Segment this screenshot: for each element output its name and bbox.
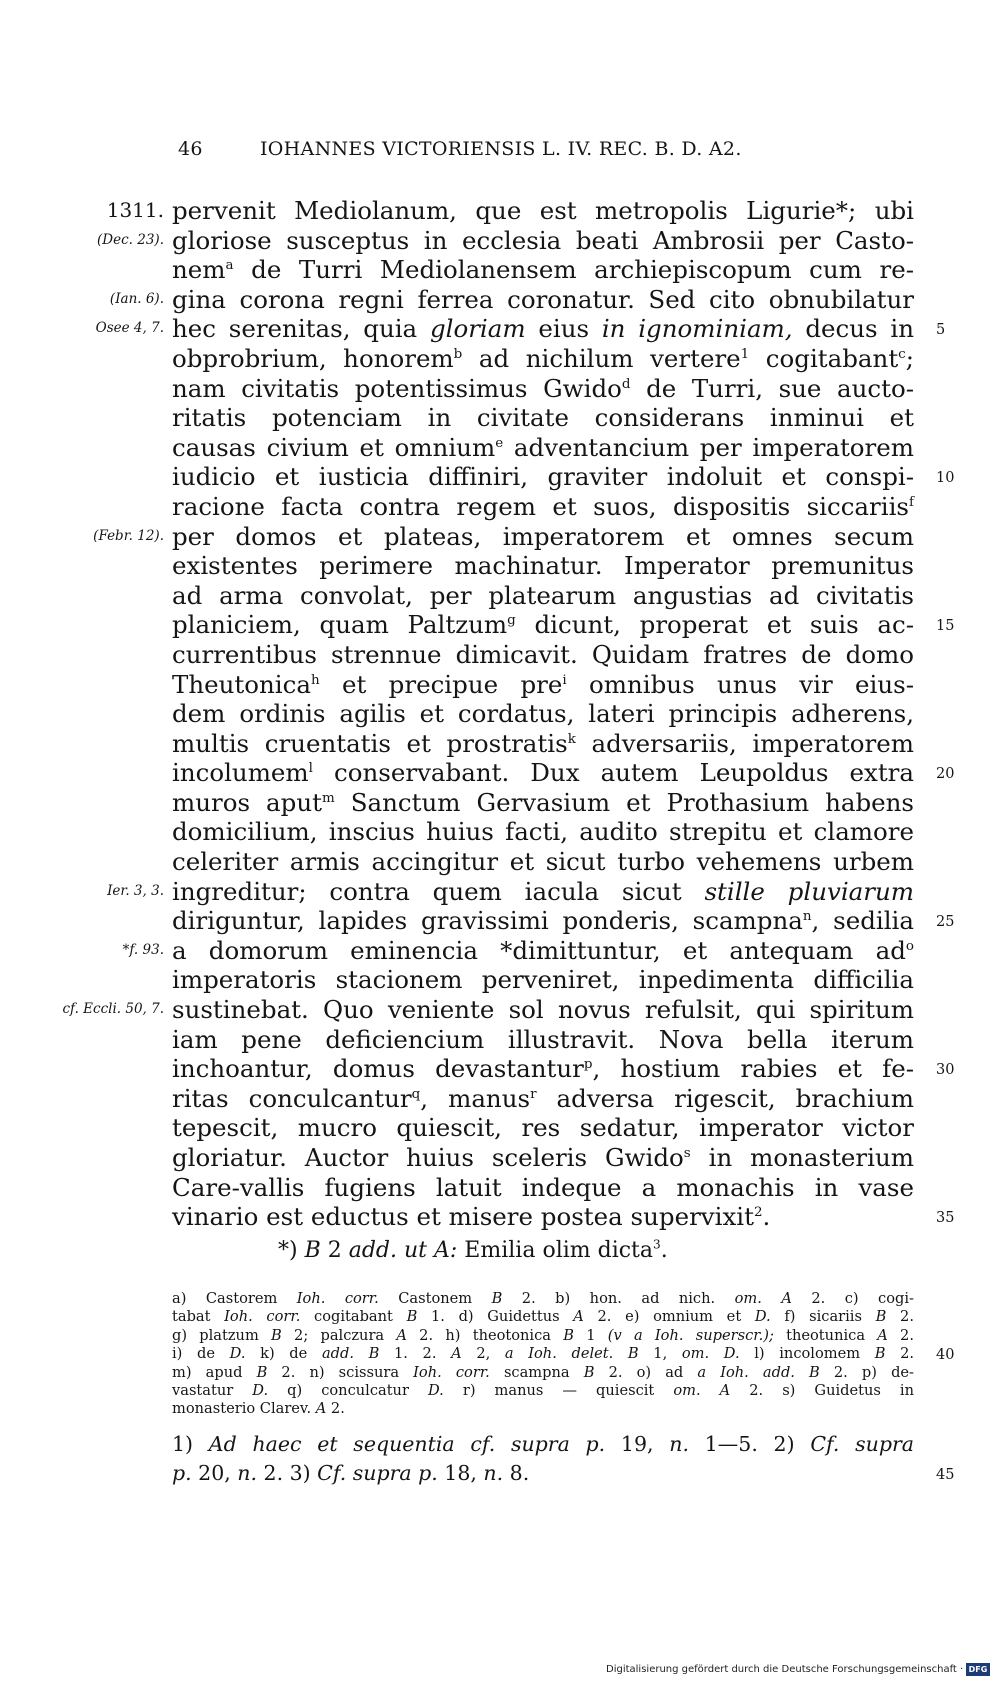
margin-note: (Febr. 12). (93, 527, 164, 544)
text-line-text: domicilium, inscius huius facti, audito strepitu et clamore (172, 817, 914, 847)
margin-note: (Ian. 6). (109, 290, 164, 307)
text-line (172, 551, 914, 581)
text-line-text: nam civitatis potentissimus Gwido$^d$ de Turri, sue aucto- (172, 373, 914, 403)
text-line-text: ritatis potenciam in civitate considerans inminui et (172, 403, 914, 433)
line-number: 45 (936, 1467, 955, 1483)
text-line (172, 581, 914, 611)
margin-note: Ier. 3, 3. (107, 882, 164, 899)
text-line (172, 847, 914, 877)
text-line-text: gloriatur. Auctor huius sceleris Gwido$^s$ in monasterium (172, 1143, 914, 1172)
text-line-text: existentes perimere machinatur. Imperator premunitus (172, 551, 914, 581)
line-number: 5 (936, 322, 946, 339)
apparatus-line-text: a) Castorem Ioh. corr. Castonem B 2. b) hon. ad nich. om. A 2. c) cogi- (172, 1290, 914, 1307)
text-line-text: Theutonica$^h$ et precipue pre$^i$ omnibus unus vir eius- (172, 669, 914, 699)
text-line-text: ad arma convolat, per platearum angustias ad civitatis (172, 580, 914, 610)
reference-line (172, 1430, 914, 1459)
text-line-text: hec serenitas, quia gloriam eius in ignominiam, decus in (172, 314, 914, 344)
text-line (95, 314, 946, 344)
text-line (172, 403, 914, 433)
margin-note: *f. 93. (122, 941, 164, 958)
margin-note: cf. Eccli. 50, 7. (62, 1001, 164, 1018)
text-line (172, 1143, 914, 1173)
margin-note: (Dec. 23). (97, 231, 164, 248)
apparatus-line-text: tabat Ioh. corr. cogitabant B 1. d) Guidettus A 2. e) omnium et D. f) sicariis B 2. (172, 1308, 914, 1326)
text-line (106, 196, 914, 226)
text-line (172, 729, 914, 759)
text-line (172, 1173, 914, 1203)
text-line (172, 1113, 914, 1143)
line-number: 20 (936, 766, 955, 783)
apparatus-line (172, 1327, 914, 1345)
apparatus-line (172, 1290, 914, 1308)
text-line-text: muros aput$^m$ Sanctum Gervasium et Prothasium habens (172, 787, 915, 817)
text-line (172, 699, 914, 729)
page-number: 46 (178, 138, 203, 160)
text-line-text: iudicio et iusticia diffiniri, graviter indoluit et conspi- (172, 462, 914, 492)
apparatus-line-text: monasterio Clarev. A 2. (172, 1400, 345, 1418)
text-line (172, 1084, 914, 1114)
line-number: 25 (936, 914, 955, 931)
text-line (172, 344, 914, 374)
reference-line-text: p. 20, n. 2. 3) Cf. supra p. 18, n. 8. (172, 1461, 530, 1485)
text-line-text: multis cruentatis et prostratis$^k$ adversariis, imperatorem (172, 728, 914, 758)
text-line-text: pervenit Mediolanum, que est metropolis Ligurie*; ubi (172, 196, 914, 225)
text-line-text: causas civium et omnium$^e$ adventancium per imperatorem (172, 432, 915, 462)
text-line (172, 462, 955, 492)
reference-line-text: 1) Ad haec et sequentia cf. supra p. 19, n. 1—5. 2) Cf. supra (172, 1432, 914, 1456)
text-line-text: dem ordinis agilis et cordatus, lateri principis adherens, (172, 699, 914, 729)
text-line (97, 225, 914, 256)
text-line-text: tepescit, mucro quiescit, res sedatur, imperator victor (172, 1113, 914, 1143)
text-line-text: per domos et plateas, imperatorem et omnes secum (172, 521, 914, 551)
text-line-text: nem$^a$ de Turri Mediolanensem archiepiscopum cum re- (172, 255, 914, 285)
text-line-text: ritas conculcantur$^q$, manus$^r$ adversa rigescit, brachium (172, 1083, 914, 1113)
text-line-text: iam pene deficiencium illustravit. Nova bella iterum (172, 1024, 914, 1054)
text-line (172, 255, 914, 285)
text-line-text: vinario est eductus et misere postea supervixit$^2$. (172, 1202, 771, 1232)
text-line-text: celeriter armis accingitur et sicut turbo vehemens urbem (172, 847, 914, 877)
text-line (172, 1202, 955, 1232)
text-line (172, 374, 914, 404)
apparatus-line (172, 1364, 914, 1382)
text-line-text: currentibus strennue dimicavit. Quidam fratres de domo (172, 639, 914, 669)
text-line (172, 788, 914, 818)
dfg-logo: DFG (966, 1663, 990, 1676)
margin-note: Osee 4, 7. (95, 320, 164, 337)
line-number: 40 (936, 1347, 955, 1364)
text-line (172, 433, 914, 463)
line-number: 30 (936, 1062, 955, 1079)
text-line (172, 906, 955, 936)
line-number: 35 (936, 1210, 955, 1227)
text-line-text: ingreditur; contra quem iacula sicut stille pluviarum (172, 876, 914, 906)
text-line-text: inchoantur, domus devastantur$^p$, hostium rabies et fe- (172, 1054, 914, 1084)
apparatus-line (172, 1400, 914, 1418)
reference-notes (172, 1430, 955, 1488)
text-line-text: incolumem$^l$ conservabant. Dux autem Leupoldus extra (172, 758, 914, 788)
text-line (107, 876, 914, 907)
text-line (122, 935, 914, 966)
apparatus-line (172, 1345, 955, 1364)
digitization-notice: Digitalisierung gefördert durch die Deutsche Forschungsgemeinschaft · (606, 1664, 964, 1675)
apparatus-line-text: vastatur D. q) conculcatur D. r) manus — quiescit om. A 2. s) Guidetus in (172, 1381, 914, 1399)
line-number: 15 (936, 618, 955, 635)
text-line (172, 492, 914, 522)
text-line-text: planiciem, quam Paltzum$^g$ dicunt, properat et suis ac- (172, 610, 914, 640)
text-line (172, 640, 914, 670)
apparatus-line (172, 1382, 914, 1400)
text-line (172, 758, 955, 788)
text-line-text: a domorum eminencia *dimittuntur, et antequam $ad^o$ (172, 935, 914, 965)
text-line-text: Care-vallis fugiens latuit indeque a monachis in vase (172, 1172, 914, 1202)
main-text (62, 196, 955, 1232)
apparatus-line-text: i) de D. k) de add. B 1. 2. A 2, a Ioh. delet. B 1, om. D. l) incolomem B 2. (172, 1345, 915, 1363)
text-line-text: gloriose susceptus in ecclesia beati Ambrosii per Casto- (172, 225, 914, 255)
text-line (172, 1025, 914, 1055)
text-line (109, 284, 914, 315)
text-line-text: gina corona regni ferrea coronatur. Sed cito obnubilatur (172, 284, 914, 314)
apparatus-line (172, 1308, 914, 1326)
text-line (172, 670, 914, 700)
text-line (93, 521, 914, 552)
text-line-text: imperatoris stacionem perveniret, inpedimenta difficilia (172, 965, 914, 995)
text-line (172, 817, 914, 847)
text-line-text: racione facta contra regem et suos, dispositis siccariis$^f$ (172, 491, 914, 521)
text-line (172, 1054, 955, 1084)
text-line (172, 965, 914, 995)
line-number: 10 (936, 470, 955, 487)
star-note: *) B 2 add. ut A: Emilia olim dicta$^3$. (278, 1237, 668, 1263)
text-line (62, 995, 914, 1025)
margin-note: 1311. (106, 198, 164, 222)
text-line-text: obprobrium, honorem$^b$ ad nichilum vertere$^1$ cogitabant$^c$; (172, 343, 914, 373)
textual-apparatus (172, 1290, 955, 1419)
apparatus-line-text: m) apud B 2. n) scissura Ioh. corr. scampna B 2. o) ad a Ioh. add. B 2. p) de- (172, 1363, 914, 1381)
text-line-text: diriguntur, lapides gravissimi ponderis, scampna$^n$, sedilia (172, 906, 914, 936)
text-line-text: sustinebat. Quo veniente sol novus refulsit, qui spiritum (172, 995, 914, 1025)
reference-line (172, 1459, 955, 1488)
text-line (172, 610, 955, 640)
running-title: IOHANNES VICTORIENSIS L. IV. REC. B. D. A2. (260, 138, 742, 160)
running-head (0, 138, 1000, 170)
apparatus-line-text: g) platzum B 2; palczura A 2. h) theotonica B 1 (v a Ioh. superscr.); theotunica A 2. (172, 1326, 914, 1344)
